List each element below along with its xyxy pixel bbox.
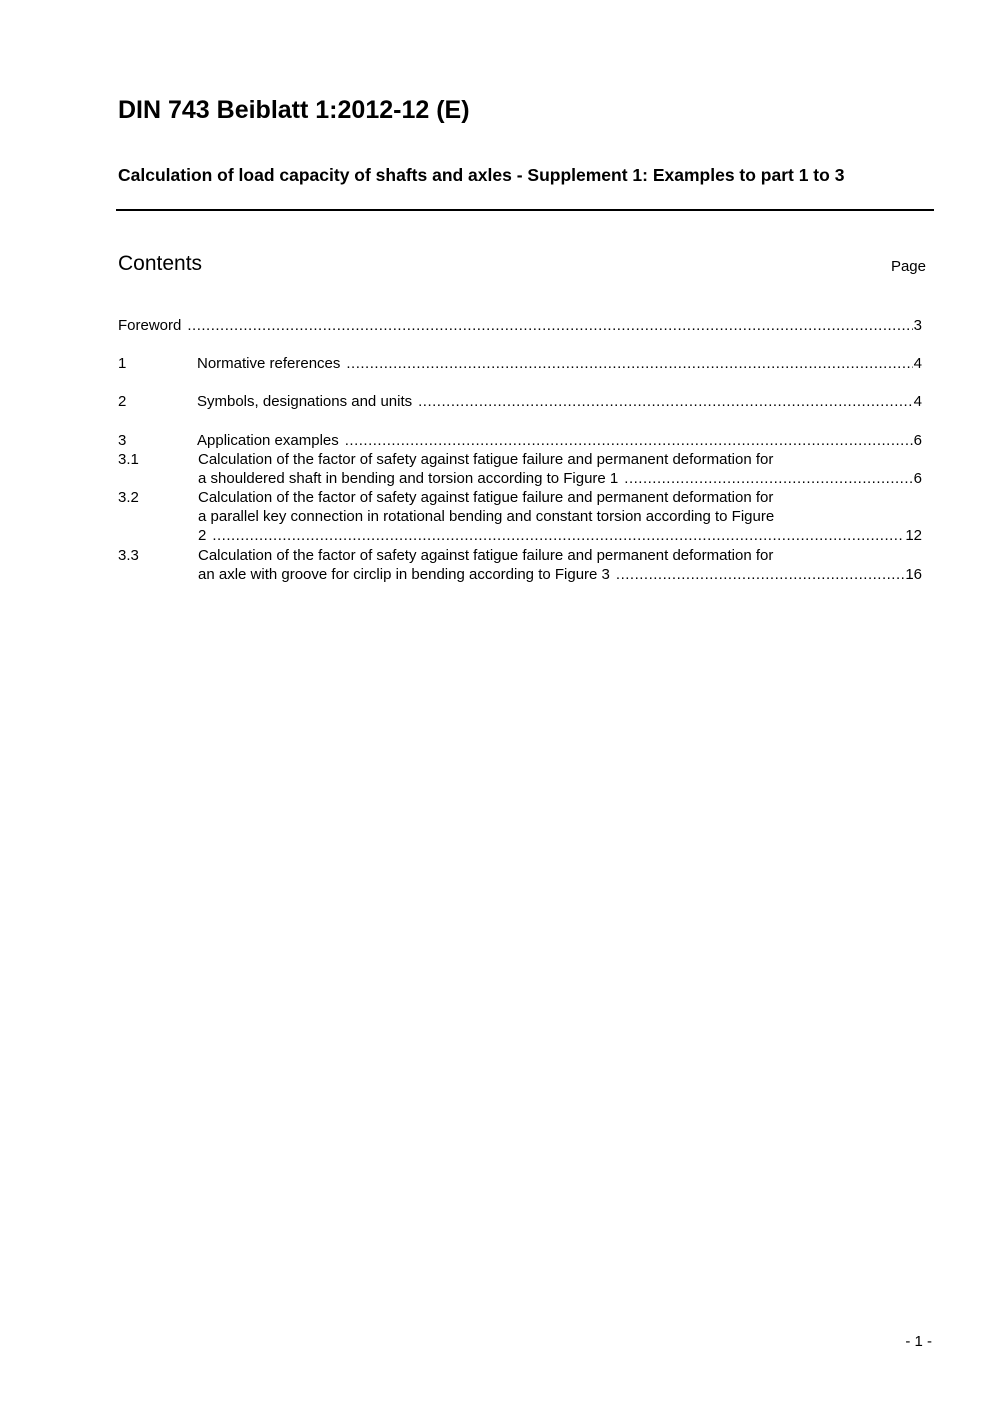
toc-entry-number: 3.2 <box>118 489 139 506</box>
toc-entry-3[interactable] <box>118 431 922 450</box>
toc-entry-page: 4 <box>913 355 922 372</box>
toc-entry-number: 3.3 <box>118 547 139 564</box>
page-column-label: Page <box>890 258 926 275</box>
toc-dot-leader <box>616 565 904 584</box>
document-id: DIN 743 Beiblatt 1:2012-12 (E) <box>118 96 470 124</box>
toc-entry-title-line: a parallel key connection in rotational bending and constant torsion according to Figure <box>198 508 775 525</box>
toc-dot-leader <box>624 469 912 488</box>
toc-dot-leader <box>418 392 913 411</box>
toc-entry-3-3[interactable] <box>118 546 922 584</box>
toc-dot-leader <box>346 354 912 373</box>
toc-entry-number: 3.1 <box>118 451 139 468</box>
toc-entry-number: 3 <box>118 432 127 449</box>
toc-entry-1[interactable] <box>118 354 922 373</box>
toc-entry-title: 2 <box>198 527 207 544</box>
toc-entry-page: 16 <box>905 566 922 583</box>
toc-entry-2[interactable] <box>118 392 922 411</box>
toc-entry-title: Normative references <box>197 355 341 372</box>
page-number: - 1 - <box>905 1333 932 1350</box>
toc-entry-title: Symbols, designations and units <box>197 393 413 410</box>
toc-entry-title: a shouldered shaft in bending and torsion according to Figure 1 <box>198 470 619 487</box>
toc-entry-page: 6 <box>913 470 922 487</box>
toc-entry-page: 3 <box>913 317 922 334</box>
toc-entry-page: 4 <box>913 393 922 410</box>
toc-entry-page: 12 <box>905 527 922 544</box>
toc-entry-title: Application examples <box>197 432 339 449</box>
toc-entry-title-line: Calculation of the factor of safety against fatigue failure and permanent deformation for <box>198 489 774 506</box>
toc-entry-number: 1 <box>118 355 127 372</box>
document-title: Calculation of load capacity of shafts and axles - Supplement 1: Examples to part 1 to 3 <box>118 165 845 185</box>
toc-dot-leader <box>345 431 913 450</box>
toc-dot-leader <box>212 526 904 545</box>
toc-entry-number: 2 <box>118 393 127 410</box>
title-divider <box>116 209 934 211</box>
toc-entry-title-line: Calculation of the factor of safety against fatigue failure and permanent deformation for <box>198 547 774 564</box>
toc-entry-3-2[interactable] <box>118 488 922 545</box>
toc-entry-foreword[interactable] <box>118 316 922 335</box>
toc-dot-leader <box>187 316 912 335</box>
toc-entry-title-line: Calculation of the factor of safety against fatigue failure and permanent deformation for <box>198 451 774 468</box>
toc-entry-3-1[interactable] <box>118 450 922 488</box>
contents-heading: Contents <box>118 252 203 275</box>
toc-entry-title: an axle with groove for circlip in bending according to Figure 3 <box>198 566 610 583</box>
toc-entry-title: Foreword <box>118 317 182 334</box>
toc-entry-page: 6 <box>913 432 922 449</box>
